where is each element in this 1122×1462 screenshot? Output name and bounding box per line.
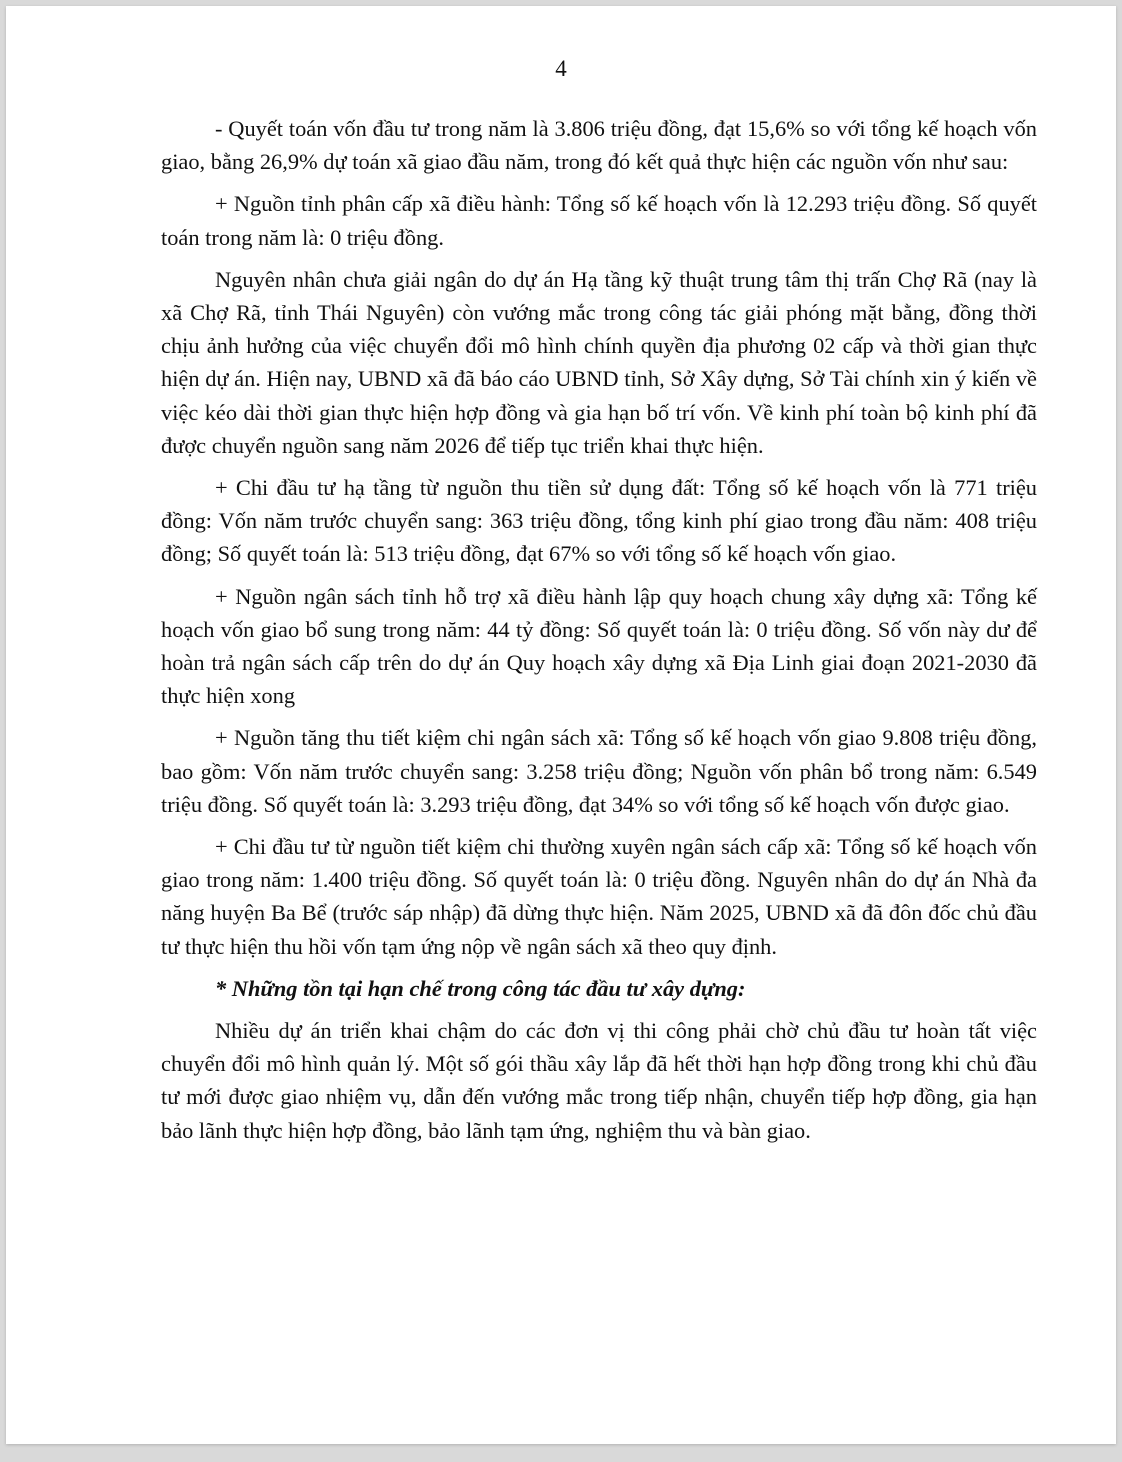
paragraph-limitations: Nhiều dự án triển khai chậm do các đơn vị thi công phải chờ chủ đầu tư hoàn tất việc chuyển đổi mô hình quản lý. Một số gói thầu xây lắp đã hết thời hạn hợp đồng trong khi chủ đầu tư mới được giao nhiệm vụ, dẫn đến vướng mắc trong tiếp nhận, chuyển tiếp hợp đồng, gia hạn bảo lãnh thực hiện hợp đồng, bảo lãnh tạm ứng, nghiệm thu và bàn giao. — [161, 1018, 1037, 1143]
paragraph-disbursement-reason: Nguyên nhân chưa giải ngân do dự án Hạ tầng kỹ thuật trung tâm thị trấn Chợ Rã (nay là xã Chợ Rã, tỉnh Thái Nguyên) còn vướng mắc trong công tác giải phóng mặt bằng, đồng thời chịu ảnh hưởng của việc chuyển đổi mô hình chính quyền địa phương 02 cấp và thời gian thực hiện dự án. Hiện nay, UBND xã đã báo cáo UBND tỉnh, Sở Xây dựng, Sở Tài chính xin ý kiến về việc kéo dài thời gian thực hiện hợp đồng và gia hạn bố trí vốn. Về kinh phí toàn bộ kinh phí đã được chuyển nguồn sang năm 2026 để tiếp tục triển khai thực hiện. — [161, 266, 1037, 458]
document-body — [161, 112, 1037, 1156]
paragraph-savings-source: + Nguồn tăng thu tiết kiệm chi ngân sách xã: Tổng số kế hoạch vốn giao 9.808 triệu đồng, bao gồm: Vốn năm trước chuyển sang: 3.258 triệu đồng; Nguồn vốn phân bổ trong năm: 6.549 triệu đồng. Số quyết toán là: 3.293 triệu đồng, đạt 34% so với tổng số kế hoạch vốn được giao. — [161, 725, 1037, 817]
paragraph-planning-budget: + Nguồn ngân sách tỉnh hỗ trợ xã điều hành lập quy hoạch chung xây dựng xã: Tổng kế hoạch vốn giao bổ sung trong năm: 44 tỷ đồng: Số quyết toán là: 0 triệu đồng. Số vốn này dư để hoàn trả ngân sách cấp trên do dự án Quy hoạch xây dựng xã Địa Linh giai đoạn 2021-2030 đã thực hiện xong — [161, 583, 1037, 709]
paragraph-recurrent-savings: + Chi đầu tư từ nguồn tiết kiệm chi thường xuyên ngân sách cấp xã: Tổng số kế hoạch vốn giao trong năm: 1.400 triệu đồng. Số quyết toán là: 0 triệu đồng. Nguyên nhân do dự án Nhà đa năng huyện Ba Bể (trước sáp nhập) đã dừng thực hiện. Năm 2025, UBND xã đã đôn đốc chủ đầu tư thực hiện thu hồi vốn tạm ứng nộp về ngân sách xã theo quy định. — [161, 834, 1037, 959]
paragraph-provincial-source: + Nguồn tỉnh phân cấp xã điều hành: Tổng số kế hoạch vốn là 12.293 triệu đồng. Số quyết toán trong năm là: 0 triệu đồng. — [161, 191, 1037, 250]
document-page — [6, 6, 1116, 1444]
section-heading-limitations: * Những tồn tại hạn chế trong công tác đầu tư xây dựng: — [215, 975, 746, 1001]
paragraph-investment-settlement: - Quyết toán vốn đầu tư trong năm là 3.806 triệu đồng, đạt 15,6% so với tổng kế hoạch vốn giao, bằng 26,9% dự toán xã giao đầu năm, trong đó kết quả thực hiện các nguồn vốn như sau: — [161, 116, 1037, 175]
paragraph-land-use-revenue: + Chi đầu tư hạ tầng từ nguồn thu tiền sử dụng đất: Tổng số kế hoạch vốn là 771 triệu đồng: Vốn năm trước chuyển sang: 363 triệu đồng, tổng kinh phí giao trong đầu năm: 408 triệu đồng; Số quyết toán là: 513 triệu đồng, đạt 67% so với tổng số kế hoạch vốn giao. — [161, 475, 1037, 567]
page-number: 4 — [555, 56, 567, 81]
